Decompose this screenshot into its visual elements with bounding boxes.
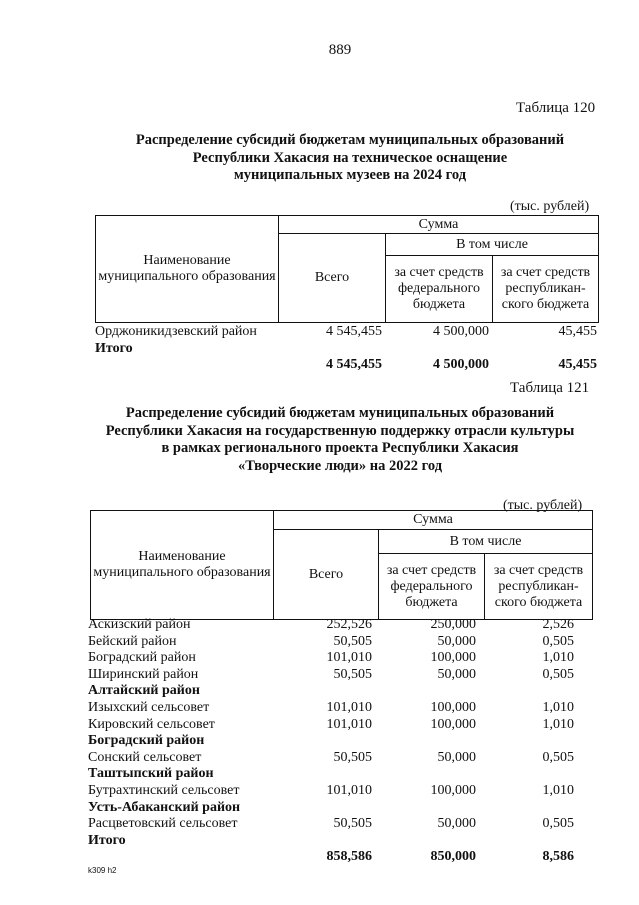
value-total: 252,526 (326, 617, 372, 632)
value-total: 101,010 (326, 716, 372, 732)
table-120-body (95, 324, 599, 372)
table-row (95, 324, 599, 341)
value-federal: 50,000 (437, 633, 476, 649)
value-republic: 8,586 (542, 848, 574, 864)
row-name: Усть-Абаканский район (88, 799, 241, 815)
value-total: 858,586 (326, 848, 372, 864)
table-121-label: Таблица 121 (510, 380, 590, 396)
table-121-title (50, 405, 630, 475)
title-line: Республики Хакасия на техническое оснащение (192, 149, 508, 166)
row-name: Бутрахтинский сельсовет (88, 782, 240, 798)
row-name: Алтайский район (88, 683, 200, 699)
total-row (88, 832, 592, 864)
value-republic: 0,505 (542, 633, 574, 649)
header-federal: за счет средств федерального бюджета (386, 256, 493, 323)
table-row (88, 783, 592, 800)
header-sum: Сумма (274, 511, 593, 530)
row-name: Бейский район (88, 633, 177, 649)
table-row (88, 800, 592, 817)
row-name: Итого (95, 340, 133, 356)
units-label: (тыс. рублей) (503, 498, 583, 513)
title-line: Республики Хакасия на государственную поддержку отрасли культуры (105, 422, 575, 439)
value-federal: 100,000 (430, 716, 476, 732)
value-federal: 50,000 (437, 749, 476, 765)
value-republic: 0,505 (542, 666, 574, 682)
table-row (88, 733, 592, 750)
value-republic: 1,010 (542, 650, 574, 666)
value-federal: 850,000 (430, 848, 476, 864)
value-total: 4 545,455 (326, 356, 382, 372)
value-total: 4 545,455 (326, 324, 382, 339)
value-total: 50,505 (333, 666, 372, 682)
value-republic: 1,010 (542, 699, 574, 715)
table-120-label: Таблица 120 (516, 100, 596, 116)
row-name: Сонский сельсовет (88, 749, 202, 765)
title-line: муниципальных музеев на 2024 год (233, 167, 467, 183)
table-row (88, 634, 592, 651)
value-federal: 50,000 (437, 666, 476, 682)
value-total: 101,010 (326, 650, 372, 666)
value-republic: 45,455 (558, 324, 597, 339)
table-row (88, 650, 592, 667)
value-republic: 2,526 (542, 617, 574, 632)
row-name: Боградский район (88, 733, 205, 749)
table-row (88, 750, 592, 767)
title-line: «Творческие люди» на 2022 год (237, 457, 443, 474)
total-row (95, 340, 599, 372)
title-line: Распределение субсидий бюджетам муниципальных образований (125, 405, 555, 421)
table-row (88, 667, 592, 684)
header-name: Наименование муниципального образования (91, 511, 274, 620)
row-name: Ширинский район (88, 666, 199, 682)
value-republic: 1,010 (542, 782, 574, 798)
table-row (88, 683, 592, 700)
row-name: Итого (88, 832, 126, 848)
value-total: 101,010 (326, 782, 372, 798)
header-total: Всего (274, 530, 379, 620)
table-121-header (90, 510, 593, 620)
header-name: Наименование муниципального образования (96, 216, 279, 323)
table-120-header (95, 215, 599, 323)
value-total: 50,505 (333, 816, 372, 832)
value-republic: 1,010 (542, 716, 574, 732)
table-row (88, 700, 592, 717)
row-name: Аскизский район (88, 617, 191, 632)
page-number: 889 (328, 42, 352, 58)
value-federal: 250,000 (430, 617, 476, 632)
value-federal: 100,000 (430, 699, 476, 715)
table-row (88, 766, 592, 783)
value-federal: 50,000 (437, 816, 476, 832)
value-republic: 45,455 (558, 356, 597, 372)
table-121-body (88, 617, 592, 864)
row-name: Таштыпский район (88, 766, 214, 782)
title-line: Распределение субсидий бюджетам муниципальных образований (135, 132, 565, 148)
footer-code: k309 h2 (88, 866, 117, 875)
row-name: Орджоникидзевский район (95, 324, 257, 339)
row-name: Кировский сельсовет (88, 716, 215, 732)
table-row (88, 717, 592, 734)
value-republic: 0,505 (542, 749, 574, 765)
header-including: В том числе (379, 530, 593, 554)
title-line: в рамках регионального проекта Республики Хакасия (161, 440, 519, 456)
header-republic: за счет средств республикан-ского бюджета (485, 554, 593, 620)
table-row (88, 617, 592, 634)
header-including: В том числе (386, 234, 599, 256)
value-federal: 4 500,000 (433, 356, 489, 372)
row-name: Изыхский сельсовет (88, 699, 210, 715)
row-name: Боградский район (88, 650, 196, 666)
header-total: Всего (279, 234, 386, 323)
header-federal: за счет средств федерального бюджета (379, 554, 485, 620)
row-name: Расцветовский сельсовет (88, 816, 238, 832)
value-total: 101,010 (326, 699, 372, 715)
value-federal: 100,000 (430, 782, 476, 798)
table-row (88, 816, 592, 833)
value-federal: 100,000 (430, 650, 476, 666)
value-total: 50,505 (333, 749, 372, 765)
value-federal: 4 500,000 (433, 324, 489, 339)
table-120-title (60, 132, 639, 185)
units-label: (тыс. рублей) (510, 199, 590, 214)
header-sum: Сумма (279, 216, 599, 234)
header-republic: за счет средств республикан-ского бюджета (493, 256, 599, 323)
value-total: 50,505 (333, 633, 372, 649)
value-republic: 0,505 (542, 816, 574, 832)
